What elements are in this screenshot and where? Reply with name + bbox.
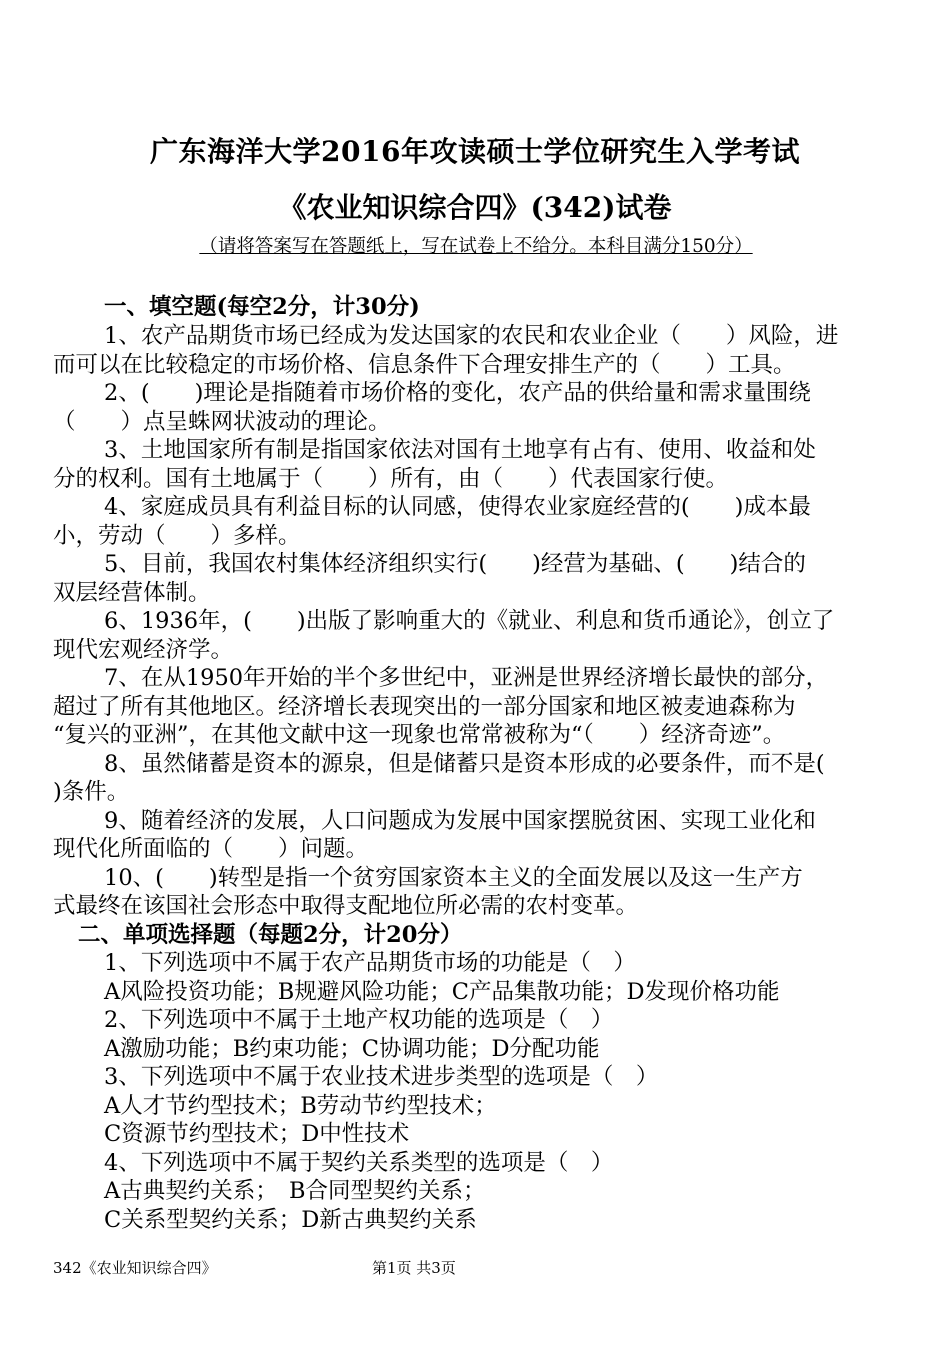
- question-line: 小，劳动（ ）多样。: [53, 523, 301, 549]
- option-line: C资源节约型技术；D中性技术: [104, 1121, 410, 1147]
- paper-title: 《农业知识综合四》(342)试卷: [278, 191, 672, 224]
- option-line: A人才节约型技术；B劳动节约型技术；: [104, 1093, 497, 1119]
- question-line: 分的权利。国有土地属于（ ）所有，由（ ）代表国家行使。: [53, 466, 729, 492]
- question-line: 2、( )理论是指随着市场价格的变化，农产品的供给量和需求量围绕: [104, 380, 811, 406]
- option-line: A风险投资功能；B规避风险功能；C产品集散功能；D发现价格功能: [104, 979, 780, 1005]
- instruction-note: （请将答案写在答题纸上，写在试卷上不给分。本科目满分150分）: [199, 236, 753, 257]
- question-line: 8、虽然储蓄是资本的源泉，但是储蓄只是资本形成的必要条件，而不是(: [104, 751, 825, 777]
- question-line: 现代化所面临的（ ）问题。: [53, 836, 369, 862]
- footer-subject: 342《农业知识综合四》: [53, 1259, 217, 1277]
- question-line: 5、目前，我国农村集体经济组织实行( )经营为基础、( )结合的: [104, 551, 806, 577]
- footer-page-number: 第1页 共3页: [372, 1259, 456, 1277]
- section-heading-fill-in: 一、填空题(每空2分，计30分): [104, 294, 420, 320]
- question-line: 4、家庭成员具有利益目标的认同感，使得农业家庭经营的( )成本最: [104, 494, 811, 520]
- question-line: “复兴的亚洲”，在其他文献中这一现象也常常被称为“（ ）经济奇迹”。: [53, 722, 786, 748]
- question-line: 10、( )转型是指一个贫穷国家资本主义的全面发展以及这一生产方: [104, 865, 803, 891]
- section-heading-single-choice: 二、单项选择题（每题2分，计20分）: [78, 922, 463, 948]
- question-line: 3、下列选项中不属于农业技术进步类型的选项是（ ）: [104, 1064, 659, 1090]
- option-line: A激励功能；B约束功能；C协调功能；D分配功能: [104, 1036, 600, 1062]
- option-line: A古典契约关系； B合同型契约关系；: [104, 1178, 486, 1204]
- question-line: 2、下列选项中不属于土地产权功能的选项是（ ）: [104, 1007, 614, 1033]
- question-line: 双层经营体制。: [53, 580, 211, 606]
- question-line: 超过了所有其他地区。经济增长表现突出的一部分国家和地区被麦迪森称为: [53, 694, 796, 720]
- question-line: 3、土地国家所有制是指国家依法对国有土地享有占有、使用、收益和处: [104, 437, 816, 463]
- question-line: 9、随着经济的发展，人口问题成为发展中国家摆脱贫困、实现工业化和: [104, 808, 816, 834]
- question-line: )条件。: [53, 779, 130, 805]
- question-line: 而可以在比较稳定的市场价格、信息条件下合理安排生产的（ ）工具。: [53, 352, 796, 378]
- exam-title: 广东海洋大学2016年攻读硕士学位研究生入学考试: [150, 135, 800, 168]
- question-line: 式最终在该国社会形态中取得支配地位所必需的农村变革。: [53, 893, 639, 919]
- question-line: 7、在从1950年开始的半个多世纪中，亚洲是世界经济增长最快的部分，: [104, 665, 829, 691]
- question-line: 6、1936年，( )出版了影响重大的《就业、利息和货币通论》，创立了: [104, 608, 835, 634]
- option-line: C关系型契约关系；D新古典契约关系: [104, 1207, 477, 1233]
- question-line: 现代宏观经济学。: [53, 637, 234, 663]
- question-line: 1、下列选项中不属于农产品期货市场的功能是（ ）: [104, 950, 636, 976]
- question-line: 4、下列选项中不属于契约关系类型的选项是（ ）: [104, 1150, 614, 1176]
- question-line: （ ）点呈蛛网状波动的理论。: [53, 409, 391, 435]
- question-line: 1、农产品期货市场已经成为发达国家的农民和农业企业（ ）风险，进: [104, 323, 839, 349]
